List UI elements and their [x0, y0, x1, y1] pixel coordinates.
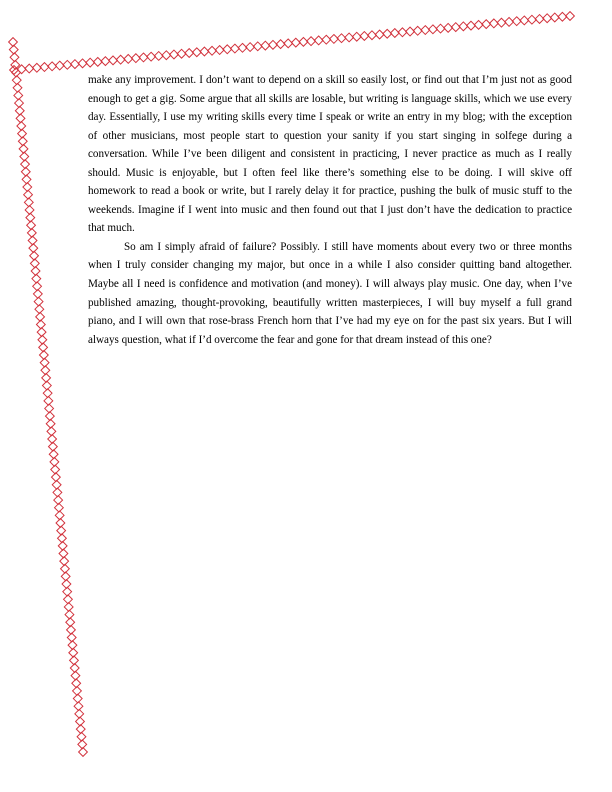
border-diamond — [246, 43, 255, 52]
border-diamond — [482, 20, 491, 29]
border-diamond — [61, 564, 70, 573]
border-diamond — [74, 702, 83, 711]
border-diamond — [35, 305, 44, 314]
border-diamond — [9, 45, 18, 54]
border-diamond — [45, 404, 54, 413]
border-diamond — [70, 664, 79, 673]
border-diamond — [33, 290, 42, 299]
border-diamond — [505, 18, 514, 27]
border-diamond — [9, 38, 18, 47]
border-diamond — [101, 57, 110, 66]
border-diamond — [14, 91, 23, 100]
border-diamond — [64, 595, 73, 604]
border-diamond — [185, 49, 194, 58]
border-diamond — [24, 190, 33, 199]
border-diamond — [48, 62, 57, 71]
border-diamond — [124, 55, 133, 64]
border-diamond — [41, 366, 50, 375]
border-diamond — [200, 47, 209, 56]
border-diamond — [40, 63, 49, 72]
border-diamond — [497, 18, 506, 27]
border-diamond — [436, 24, 445, 33]
border-diamond — [170, 50, 179, 59]
border-diamond — [61, 572, 70, 581]
border-diamond — [177, 49, 186, 58]
border-diamond — [253, 42, 262, 51]
border-diamond — [18, 137, 27, 146]
border-diamond — [192, 48, 201, 57]
border-diamond — [71, 60, 80, 69]
border-diamond — [19, 144, 28, 153]
border-diamond — [467, 21, 476, 30]
border-diamond — [42, 374, 51, 383]
border-diamond — [276, 40, 285, 49]
border-diamond — [34, 297, 43, 306]
border-diamond — [78, 740, 87, 749]
border-diamond — [76, 725, 85, 734]
border-diamond — [566, 12, 575, 21]
border-diamond — [368, 31, 377, 40]
border-diamond — [116, 55, 125, 64]
border-diamond — [31, 267, 40, 276]
border-diamond — [329, 35, 338, 44]
border-diamond — [261, 41, 270, 50]
border-diamond — [55, 61, 64, 70]
border-diamond — [48, 442, 57, 451]
border-diamond — [520, 16, 529, 25]
border-diamond — [55, 503, 64, 512]
border-diamond — [56, 519, 65, 528]
border-diamond — [21, 160, 30, 169]
border-diamond — [52, 480, 61, 489]
border-diamond — [474, 20, 483, 29]
border-diamond — [73, 687, 82, 696]
border-diamond — [49, 450, 58, 459]
border-diamond — [45, 412, 54, 421]
border-diamond — [390, 29, 399, 38]
border-diamond — [11, 61, 20, 70]
paragraph-1: make any improvement. I don’t want to depend on a skill so easily lost, or find out that I’m just not as good enough to get a gig. Some argue that all skills are losable, but writing is language skills, which we use every day. Essentially, I use my writing skills every time I speak or write an entry in my blog; with the exception of other musicians, most people start to question your sanity if you start singing in solfege during a conversation. While I’ve been diligent and consistent in practicing, I never practice as much as I really should. Music is enjoyable, but I often feel like there’s something else to be doing. I will skive off homework to read a book or write, but I rarely delay it for practice, pushing the bulk of music stuff to the weekends. Imagine if I went into music and then found out that I just don’t have the dedication to practice that much. — [88, 74, 572, 235]
border-diamond — [62, 580, 71, 589]
border-diamond — [314, 36, 323, 45]
border-diamond — [47, 427, 56, 436]
border-diamond — [30, 251, 39, 260]
border-diamond — [52, 473, 61, 482]
border-diamond — [375, 30, 384, 39]
border-diamond — [352, 32, 361, 41]
border-diamond — [489, 19, 498, 28]
border-diamond — [21, 167, 30, 176]
border-diamond — [43, 389, 52, 398]
border-diamond — [528, 15, 537, 24]
border-diamond — [299, 37, 308, 46]
border-diamond — [28, 236, 37, 245]
left-diamond-chain — [9, 38, 88, 757]
border-diamond — [15, 106, 24, 115]
border-diamond — [444, 23, 453, 32]
border-diamond — [93, 57, 102, 66]
border-diamond — [543, 14, 552, 23]
border-diamond — [39, 351, 48, 360]
border-diamond — [429, 25, 438, 34]
border-diamond — [76, 717, 85, 726]
border-diamond — [406, 27, 415, 36]
border-diamond — [58, 541, 67, 550]
border-diamond — [284, 39, 293, 48]
border-diamond — [33, 282, 42, 291]
border-diamond — [59, 549, 68, 558]
border-diamond — [337, 34, 346, 43]
border-diamond — [46, 419, 55, 428]
border-diamond — [360, 32, 369, 41]
border-diamond — [32, 274, 41, 283]
border-diamond — [413, 26, 422, 35]
border-diamond — [26, 213, 35, 222]
body-text — [88, 71, 572, 349]
border-diamond — [63, 60, 72, 69]
border-diamond — [238, 43, 247, 52]
border-diamond — [322, 35, 331, 44]
border-diamond — [27, 221, 36, 230]
border-diamond — [162, 51, 171, 60]
border-diamond — [42, 381, 51, 390]
border-diamond — [25, 64, 34, 73]
border-diamond — [10, 53, 19, 62]
border-diamond — [63, 587, 72, 596]
border-diamond — [79, 748, 88, 757]
border-diamond — [40, 358, 49, 367]
paragraph-2: So am I simply afraid of failure? Possibly. I still have moments about every two or three months when I truly consider changing my major, but once in a while I also consider quitting band altogether. Maybe all I need is confidence and motivation (and money). I will always play music. One day, when I’ve published amazing, thought-provoking, beautifully written masterpieces, I will buy myself a full grand piano, and I will own that rose-brass French horn that I’ve had my eye on for the past six years. But I will always question, what if I’d overcome the fear and gone for that dream instead of this one? — [88, 240, 572, 346]
border-diamond — [307, 37, 316, 46]
border-diamond — [535, 15, 544, 24]
border-diamond — [12, 76, 21, 85]
border-diamond — [154, 52, 163, 61]
border-diamond — [512, 17, 521, 26]
border-diamond — [18, 129, 27, 138]
border-diamond — [66, 618, 75, 627]
border-diamond — [71, 671, 80, 680]
border-diamond — [78, 59, 87, 68]
border-diamond — [109, 56, 118, 65]
border-diamond — [16, 114, 25, 123]
border-diamond — [48, 435, 57, 444]
border-diamond — [72, 679, 81, 688]
border-diamond — [10, 66, 19, 75]
border-diamond — [32, 63, 41, 72]
border-diamond — [12, 68, 21, 77]
border-diamond — [69, 648, 78, 657]
border-diamond — [421, 26, 430, 35]
border-diamond — [15, 99, 24, 108]
border-diamond — [24, 198, 33, 207]
border-diamond — [345, 33, 354, 42]
border-diamond — [451, 23, 460, 32]
border-diamond — [53, 488, 62, 497]
border-diamond — [39, 343, 48, 352]
border-diamond — [54, 496, 63, 505]
border-diamond — [30, 259, 39, 268]
border-diamond — [139, 53, 148, 62]
border-diamond — [58, 534, 67, 543]
border-diamond — [50, 457, 59, 466]
border-diamond — [27, 228, 36, 237]
border-diamond — [77, 732, 86, 741]
border-diamond — [37, 328, 46, 337]
border-diamond — [23, 183, 32, 192]
border-diamond — [208, 46, 217, 55]
border-diamond — [64, 603, 73, 612]
border-diamond — [22, 175, 31, 184]
border-diamond — [67, 633, 76, 642]
border-diamond — [269, 40, 278, 49]
border-diamond — [13, 83, 22, 92]
border-diamond — [73, 694, 82, 703]
border-diamond — [558, 12, 567, 21]
border-diamond — [36, 312, 45, 321]
border-diamond — [17, 65, 26, 74]
border-diamond — [223, 45, 232, 54]
border-diamond — [459, 22, 468, 31]
border-diamond — [20, 152, 29, 161]
border-diamond — [60, 557, 69, 566]
border-diamond — [131, 54, 140, 63]
border-diamond — [398, 28, 407, 37]
border-diamond — [25, 206, 34, 215]
border-diamond — [147, 52, 156, 61]
border-diamond — [17, 122, 26, 131]
border-diamond — [215, 46, 224, 55]
border-diamond — [67, 625, 76, 634]
border-diamond — [29, 244, 38, 253]
border-diamond — [550, 13, 559, 22]
border-diamond — [70, 656, 79, 665]
border-diamond — [230, 44, 239, 53]
border-diamond — [57, 526, 66, 535]
border-diamond — [38, 335, 47, 344]
border-diamond — [86, 58, 95, 67]
top-diamond-chain — [10, 12, 575, 75]
border-diamond — [68, 641, 77, 650]
border-diamond — [383, 29, 392, 38]
border-diamond — [44, 396, 53, 405]
border-diamond — [65, 610, 74, 619]
border-diamond — [75, 709, 84, 718]
border-diamond — [291, 38, 300, 47]
border-diamond — [36, 320, 45, 329]
border-diamond — [55, 511, 64, 520]
border-diamond — [51, 465, 60, 474]
